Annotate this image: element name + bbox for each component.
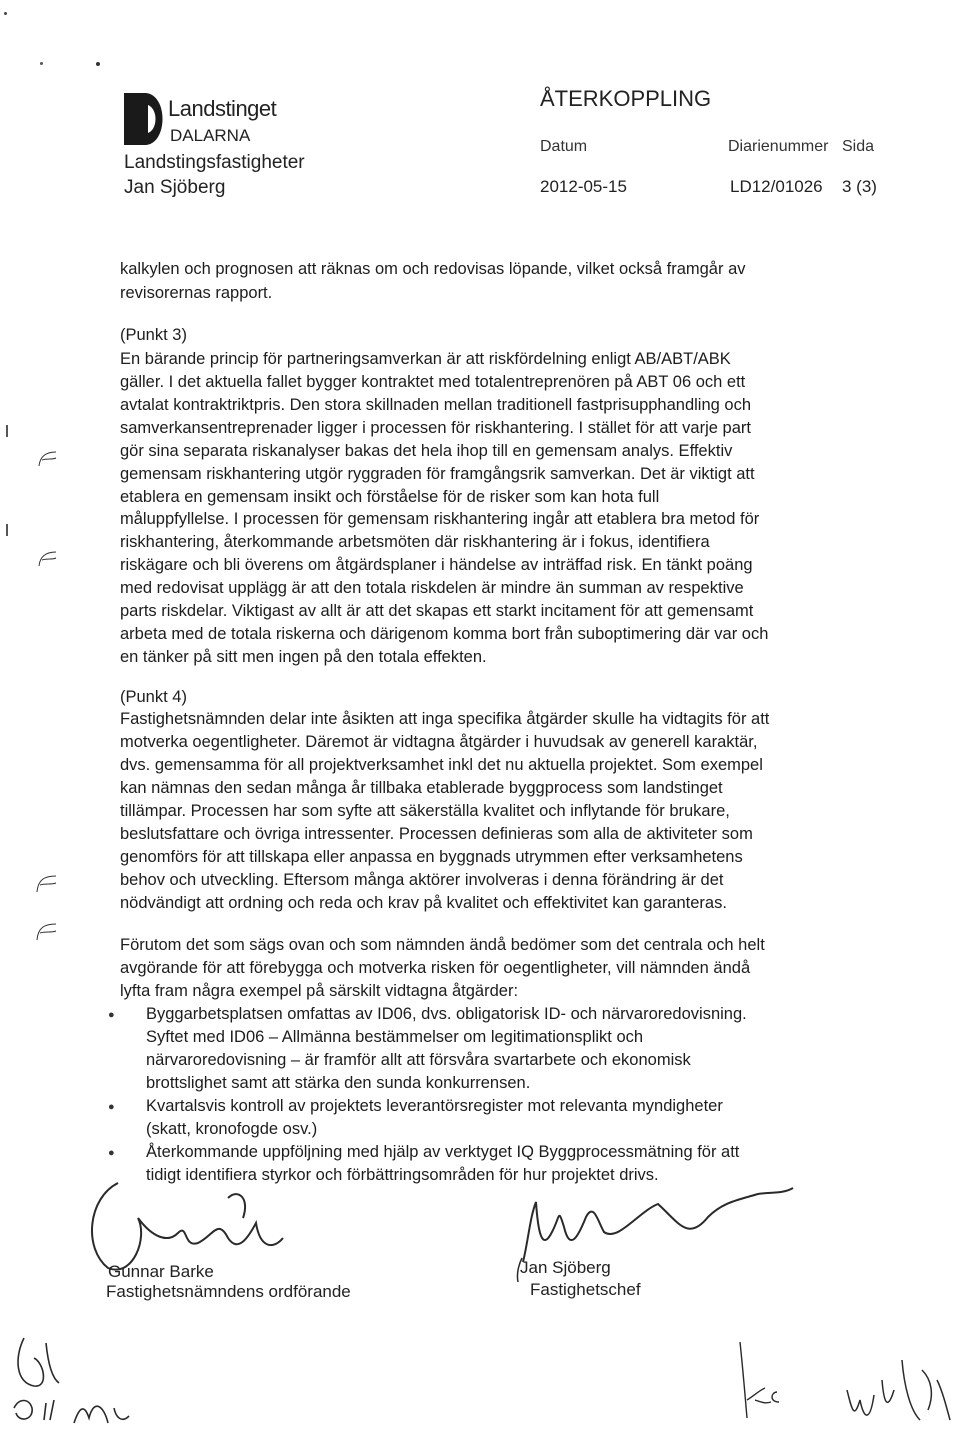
signatory-right-title: Fastighetschef	[530, 1280, 641, 1299]
signatory-left-title: Fastighetsnämndens ordförande	[106, 1282, 351, 1301]
body-line: genomförs för att tillskapa eller anpassa en byggnads utrymmen efter verksamhetens	[120, 848, 743, 866]
body-line: behov och utveckling. Eftersom många aktörer involveras i denna förändring är det	[120, 871, 724, 889]
date-label: Datum	[540, 138, 588, 155]
body-line: avtalat kontraktriktpris. Den stora skillnaden mellan traditionell fastprisupphandling och	[120, 396, 751, 414]
handwritten-initials-bottom-left-icon	[4, 1328, 134, 1428]
body-line: riskhantering, återkommande arbetsmöten där riskhantering är i fokus, identifiera	[120, 533, 710, 551]
list-item-continuation: närvaroredovisning – är framför allt att försvåra svartarbete och ekonomisk	[146, 1051, 691, 1069]
body-line: parts riskdelar. Viktigast av allt är att det skapas ett starkt incitament för att gemensamt	[120, 602, 754, 620]
body-line: gemensam riskhantering utgör ryggraden för framgångsrik samverkan. Det är viktigt att	[120, 465, 755, 483]
body-line: gör sina separata riskanalyser bakas det hela ihop till en gemensam analys. Effektiv	[120, 442, 733, 460]
section-heading-punkt-4: (Punkt 4)	[120, 688, 187, 706]
bullet-icon: ●	[108, 1101, 115, 1113]
list-item: Byggarbetsplatsen omfattas av ID06, dvs. obligatorisk ID- och närvaroredovisning.	[146, 1005, 747, 1023]
body-line: arbeta med de totala riskerna och därigenom komma bort från suboptimering där var och	[120, 625, 769, 643]
margin-initials-mark-icon	[34, 872, 60, 896]
date-value: 2012-05-15	[540, 177, 627, 196]
body-line: måluppfyllelse. I processen för gemensam riskhantering ingår att etablera bra metod för	[120, 510, 760, 528]
body-line: nödvändigt att ordning och reda och krav på kvalitet och effektivitet kan garanteras.	[120, 894, 727, 912]
margin-initials-mark-icon	[34, 920, 60, 944]
scan-speck	[40, 62, 43, 65]
handwritten-initials-bottom-right-icon	[842, 1350, 954, 1428]
list-item: Kvartalsvis kontroll av projektets leverantörsregister mot relevanta myndigheter	[146, 1097, 723, 1115]
landstinget-logo-icon	[124, 93, 168, 145]
body-line: riskägare och bli överens om åtgärdsplaner i händelse av inträffad risk. En tänkt poäng	[120, 556, 753, 574]
body-line: kan nämnas den sedan många år tillbaka etablerade byggprocess som landstinget	[120, 779, 723, 797]
body-line: dvs. gemensamma för all projektverksamhet inkl det nu aktuella projektet. Som exempel	[120, 756, 763, 774]
org-unit: Landstingsfastigheter	[124, 152, 305, 173]
list-item-continuation: brottslighet samt att stärka den sunda konkurrensen.	[146, 1074, 531, 1092]
org-region: DALARNA	[170, 126, 251, 145]
margin-initials-mark-icon	[36, 548, 60, 570]
body-line: Fastighetsnämnden delar inte åsikten att inga specifika åtgärder skulle ha vidtagits för att	[120, 710, 770, 728]
page-label: Sida	[842, 138, 875, 155]
list-item-continuation: (skatt, kronofogde osv.)	[146, 1120, 318, 1138]
document-type: ÅTERKOPPLING	[540, 86, 712, 111]
author-name: Jan Sjöberg	[124, 177, 226, 198]
bullet-icon: ●	[108, 1147, 115, 1159]
list-item-continuation: Syftet med ID06 – Allmänna bestämmelser om legitimationsplikt och	[146, 1028, 644, 1046]
body-line: beslutsfattare och övriga intressenter. Processen definieras som alla de aktiviteter som	[120, 825, 753, 843]
body-line: revisorernas rapport.	[120, 284, 273, 302]
bullet-icon: ●	[108, 1009, 115, 1021]
body-line: en tänker på sitt men ingen på den totala effekten.	[120, 648, 487, 666]
handwritten-initials-kc-icon	[735, 1340, 795, 1420]
body-line: etablera en gemensam insikt och förståelse för de risker som kan hota full	[120, 488, 660, 506]
signatory-left-name: Gunnar Barke	[108, 1262, 214, 1281]
body-line: En bärande princip för partneringsamverkan är att riskfördelning enligt AB/ABT/ABK	[120, 350, 731, 368]
list-item-continuation: tidigt identifiera styrkor och förbättringsområden för hur projektet drivs.	[146, 1166, 659, 1184]
signatory-right-name: Jan Sjöberg	[520, 1258, 611, 1277]
diary-number-value: LD12/01026	[730, 177, 823, 196]
scan-speck	[6, 425, 8, 437]
scan-speck	[4, 12, 7, 15]
body-line: Förutom det som sägs ovan och som nämnden ändå bedömer som det centrala och helt	[120, 936, 765, 954]
margin-initials-mark-icon	[36, 448, 60, 470]
scan-speck	[96, 62, 100, 66]
scan-speck	[6, 524, 8, 536]
body-line: med redovisat upplägg är att den totala riskdelen är mindre än summan av respektive	[120, 579, 744, 597]
body-line: avgörande för att förebygga och motverka risken för oegentligheter, vill nämnden ändå	[120, 959, 751, 977]
list-item: Återkommande uppföljning med hjälp av verktyget IQ Byggprocessmätning för att	[146, 1143, 740, 1161]
org-name: Landstinget	[168, 96, 277, 121]
page-value: 3 (3)	[842, 177, 877, 196]
section-heading-punkt-3: (Punkt 3)	[120, 326, 187, 344]
body-line: gäller. I det aktuella fallet bygger kontraktet med totalentreprenören på ABT 06 och ett	[120, 373, 746, 391]
body-line: kalkylen och prognosen att räknas om och redovisas löpande, vilket också framgår av	[120, 260, 746, 278]
body-line: samverkansentreprenader ligger i processen för riskhantering. I stället för att varje part	[120, 419, 751, 437]
body-line: tillämpar. Processen har som syfte att säkerställa kvalitet och inflytande för brukare,	[120, 802, 730, 820]
body-line: lyfta fram några exempel på särskilt vidtagna åtgärder:	[120, 982, 519, 1000]
diary-number-label: Diarienummer	[728, 138, 829, 155]
body-line: motverka oegentligheter. Däremot är vidtagna åtgärder i huvudsak av generell karaktär,	[120, 733, 758, 751]
